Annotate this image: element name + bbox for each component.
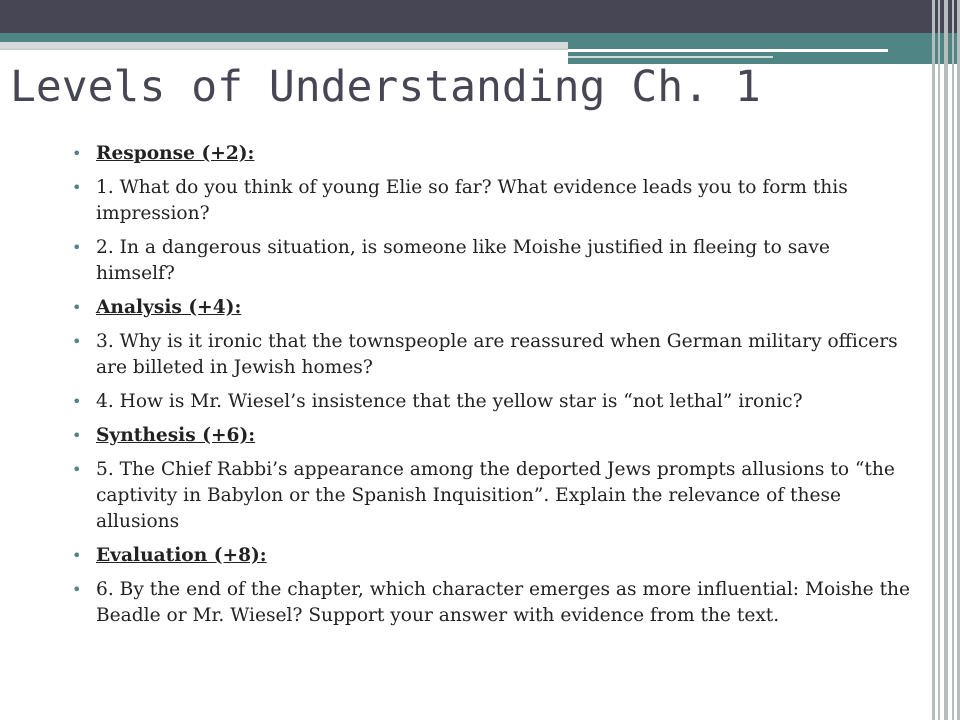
bullet-icon: • xyxy=(72,426,82,445)
right-edge-stripes xyxy=(928,0,960,720)
question-text: 4. How is Mr. Wiesel’s insistence that the yellow star is “not lethal” ironic? xyxy=(96,391,803,412)
question-text: 1. What do you think of young Elie so far? What evidence leads you to form this impression? xyxy=(96,177,848,224)
bullet-icon: • xyxy=(72,580,82,599)
section-heading-text: Synthesis (+6): xyxy=(96,425,256,446)
header-white-line xyxy=(568,49,888,52)
question-text: 6. By the end of the chapter, which character emerges as more influential: Moishe the Beadle or Mr. Wiesel? Support your answer with evidence from the text. xyxy=(96,579,911,626)
bullet-icon: • xyxy=(72,392,82,411)
header-teal-block xyxy=(568,42,960,64)
bullet-icon: • xyxy=(72,178,82,197)
header-teal-bar xyxy=(0,33,960,42)
slide-title: Levels of Understanding Ch. 1 xyxy=(10,62,761,112)
question-item xyxy=(72,577,912,629)
question-item xyxy=(72,235,912,287)
header-white-line-short xyxy=(568,56,773,58)
section-heading-item xyxy=(72,141,912,167)
question-text: 2. In a dangerous situation, is someone like Moishe justified in fleeing to save himself? xyxy=(96,237,830,284)
question-item xyxy=(72,175,912,227)
bullet-icon: • xyxy=(72,238,82,257)
question-text: 5. The Chief Rabbi’s appearance among the deported Jews prompts allusions to “the captivity in Babylon or the Spanish Inquisition”. Explain the relevance of these allusions xyxy=(96,459,895,532)
section-heading-text: Response (+2): xyxy=(96,143,255,164)
section-heading-item xyxy=(72,543,912,569)
section-heading-item xyxy=(72,423,912,449)
section-heading-text: Evaluation (+8): xyxy=(96,545,267,566)
section-heading-text: Analysis (+4): xyxy=(96,297,242,318)
bullet-icon: • xyxy=(72,460,82,479)
question-text: 3. Why is it ironic that the townspeople are reassured when German military officers are billeted in Jewish homes? xyxy=(96,331,898,378)
header-dark-bar xyxy=(0,0,960,33)
question-item xyxy=(72,329,912,381)
section-heading-item xyxy=(72,295,912,321)
question-item xyxy=(72,389,912,415)
bullet-list xyxy=(72,141,912,637)
bullet-icon: • xyxy=(72,298,82,317)
bullet-icon: • xyxy=(72,546,82,565)
header-gray-line xyxy=(0,48,568,50)
question-item xyxy=(72,457,912,535)
bullet-icon: • xyxy=(72,332,82,351)
bullet-icon: • xyxy=(72,144,82,163)
